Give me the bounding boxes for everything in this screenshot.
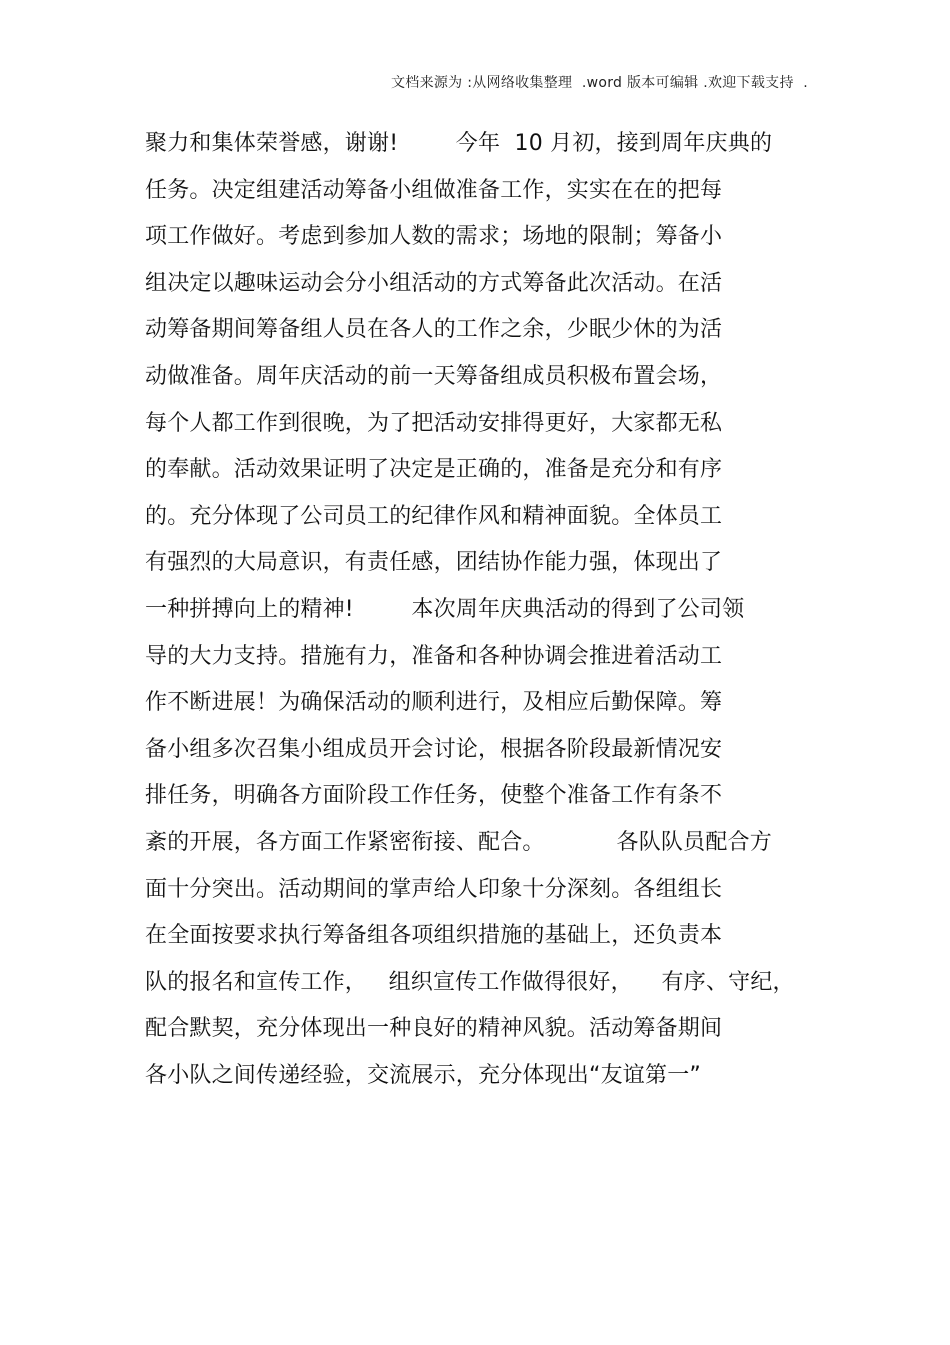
text-line: 项工作做好。考虑到参加人数的需求；场地的限制；筹备小 (145, 224, 723, 250)
text-line: 在全面按要求执行筹备组各项组织措施的基础上，还负责本 (145, 923, 723, 949)
text-line: 聚力和集体荣誉感，谢谢! 今年 10 月初，接到周年庆典的 (145, 131, 773, 156)
text-line: 配合默契，充分体现出一种良好的精神风貌。活动筹备期间 (145, 1016, 723, 1042)
text-line: 紊的开展，各方面工作紧密衔接、配合。 各队队员配合方 (145, 829, 772, 855)
text-line: 动筹备期间筹备组人员在各人的工作之余，少眠少休的为活 (145, 317, 723, 343)
text-line: 有强烈的大局意识，有责任感，团结协作能力强，体现出了 (145, 550, 723, 576)
text-line: 队的报名和宣传工作， 组织宣传工作做得很好， 有序、守纪， (145, 969, 795, 995)
text-line: 各小队之间传递经验，交流展示，充分体现出“友谊第一” (145, 1062, 701, 1088)
text-line: 排任务，明确各方面阶段工作任务，使整个准备工作有条不 (145, 783, 723, 809)
text-line: 备小组多次召集小组成员开会讨论，根据各阶段最新情况安 (145, 736, 723, 762)
text-line: 每个人都工作到很晚，为了把活动安排得更好，大家都无私 (145, 410, 723, 436)
text-line: 的奉献。活动效果证明了决定是正确的，准备是充分和有序 (145, 457, 723, 483)
page-header-note: 文档来源为 :从网络收集整理 .word 版本可编辑 .欢迎下载支持 . (390, 75, 808, 91)
text-line: 组决定以趣味运动会分小组活动的方式筹备此次活动。在活 (145, 270, 723, 296)
text-line: 动做准备。周年庆活动的前一天筹备组成员积极布置会场， (145, 363, 723, 389)
document-body (145, 121, 845, 1099)
text-line: 一种拼搏向上的精神! 本次周年庆典活动的得到了公司领 (145, 596, 745, 622)
text-line: 任务。决定组建活动筹备小组做准备工作，实实在在的把每 (145, 177, 723, 203)
text-line: 面十分突出。活动期间的掌声给人印象十分深刻。各组组长 (145, 876, 723, 902)
text-line: 导的大力支持。措施有力，准备和各种协调会推进着活动工 (145, 643, 723, 669)
text-line: 作不断进展！为确保活动的顺利进行，及相应后勤保障。筹 (145, 690, 723, 716)
text-line: 的。充分体现了公司员工的纪律作风和精神面貌。全体员工 (145, 503, 723, 529)
